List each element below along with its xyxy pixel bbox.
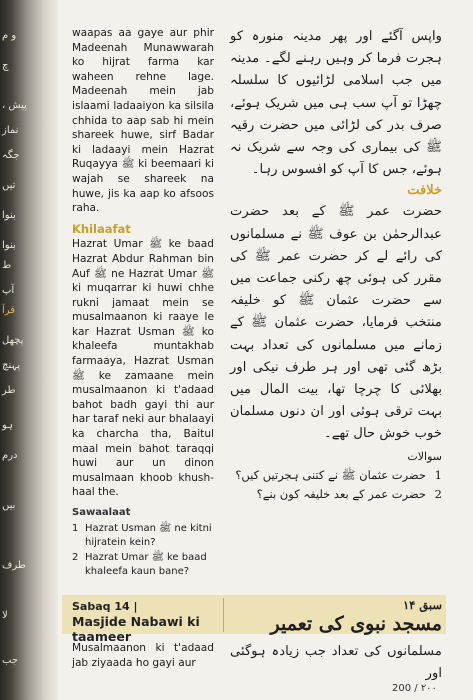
question-item: 1 حضرت عثمان ﷺ نے کتنی ہجرتیں کیں؟ [235, 467, 442, 482]
band-divider [223, 598, 224, 632]
questions-list-ur [230, 466, 442, 504]
lesson-title-ur: مسجد نبوی کی تعمیر [270, 613, 442, 635]
spine-text-fragment: قرآ [2, 305, 16, 316]
questions-list-en [72, 522, 214, 579]
khilaafat-heading-en: Khilaafat [72, 221, 131, 236]
lesson-title-ur-block [232, 598, 442, 636]
spine-text-fragment: جگہ [2, 150, 20, 161]
lesson-title-en-block [72, 600, 222, 644]
question-item: 1 Hazrat Usman ﷺ ne kitni hijratein kein? [72, 522, 212, 548]
lesson-title-en: Masjide Nabawi ki taameer [72, 614, 200, 644]
questions-heading-ur: سوالات [407, 449, 442, 463]
right-paragraph-1: واپس آگئے اور پھر مدینہ منورہ کو ہجرت فرما کر وہیں رہنے لگے۔ مدینہ میں جب اسلامی لڑائیوں کا سلسلہ چھڑا تو آپ سب ہی میں شریک ہوئے، صرف بدر کی لڑائی میں حضرت رقیہ ﷺ کی بیماری کی وجہ سے شریک نہ ہوئے، جس کا آپ کو افسوس رہا۔ [230, 29, 442, 178]
spine-text-fragment: درم [2, 450, 18, 461]
spine-text-fragment: بنوا [2, 240, 16, 251]
question-item: 2 Hazrat Umar ﷺ ke baad khaleefa kaun bane? [72, 551, 207, 577]
spine-text-fragment: طر [2, 385, 16, 396]
right-paragraph-2: حضرت عمر ﷺ کے بعد حضرت عبدالرحمٰن بن عوف ﷺ نے مسلمانوں کی رائے لے کر حضرت عمر ﷺ کی مقرر کی ہوئی چھ رکنی جماعت میں سے حضرت عثمان ﷺ کو خلیفہ منتخب فرمایا، حضرت عثمان ﷺ کے زمانے میں مسلمانوں کی تعداد بہت بڑھ گئی تھی اور ہر طرف نیکی اور بھلائی کا چرچا تھا، بیت المال میں بہت ترقی ہوئی اور ان دنوں مسلمان خوب خوش حال تھے۔ [230, 204, 442, 442]
adjacent-page-edge [2, 0, 27, 700]
lesson-intro-ur: مسلمانوں کی تعداد جب زیادہ ہوگئی اور [230, 644, 442, 681]
spine-text-fragment: و م [2, 30, 17, 41]
lesson-intro-en: Musalmaanon ki t'adaad jab ziyaada ho gayi aur [72, 642, 214, 669]
spine-text-fragment: تیں [2, 180, 16, 191]
spine-text-fragment: لا [2, 610, 8, 621]
left-paragraph-1: waapas aa gaye aur phir Madeenah Munawwarah ko hijrat farma kar waheen rehne lage. Madeenah mein jab islaami ladaaiyon ka silsila chhida to aap sab hi mein shareek huwe, sirf Badar ki ladaayi mein Hazrat Ruqayya ﷺ ki beemaari ki wajah se shareek na huwe, jis ka aap ko afsoos raha. [72, 27, 215, 215]
spine-text-fragment: بنوا [2, 210, 16, 221]
roman-urdu-column [72, 26, 214, 580]
khilaafat-heading-ur: خلافت [407, 183, 442, 199]
spine-text-fragment: بیں [2, 500, 16, 511]
spine-text-fragment: ہو [2, 420, 14, 431]
spine-text-fragment: پچھل [2, 335, 24, 346]
question-item: 2 حضرت عمر کے بعد خلیفہ کون بنے؟ [256, 486, 442, 501]
spine-text-fragment: طرف [2, 560, 26, 571]
lesson-number-en: Sabaq 14 | [72, 600, 138, 613]
left-paragraph-2: Hazrat Umar ﷺ ke baad Hazrat Abdur Rahman bin Auf ﷺ ne Hazrat Umar ﷺ ki muqarrar ki huwi chhe rukni jamaat mein se musalmaanon ki raaye le kar Hazrat Usman ﷺ ko khaleefa muntakhab farmaaya, Hazrat Usman ﷺ ke zamaane mein musalmaanon ki t'adaad bahot badh gayi thi aur har taraf neki aur bhalaayi ka charcha tha, Baitul maal mein bahot taraqqi huwi aur un dinon musalmaan khoob khush-haal the. [72, 238, 215, 499]
spine-text-fragment: نماز [2, 125, 19, 136]
lesson-number-ur: سبق ۱۴ [402, 598, 442, 612]
spine-text-fragment: جب [2, 655, 19, 666]
spine-text-fragment: ط [2, 260, 12, 271]
urdu-column [230, 26, 442, 504]
spine-text-fragment: چ [2, 60, 9, 71]
spine-text-fragment: ، پیش [2, 100, 27, 111]
spine-text-fragment: پہنچ [2, 360, 21, 371]
questions-heading-en: Sawaalaat [72, 507, 131, 518]
page-number: 200 / ۲۰۰ [392, 683, 437, 694]
spine-text-fragment: آپ [2, 285, 15, 296]
